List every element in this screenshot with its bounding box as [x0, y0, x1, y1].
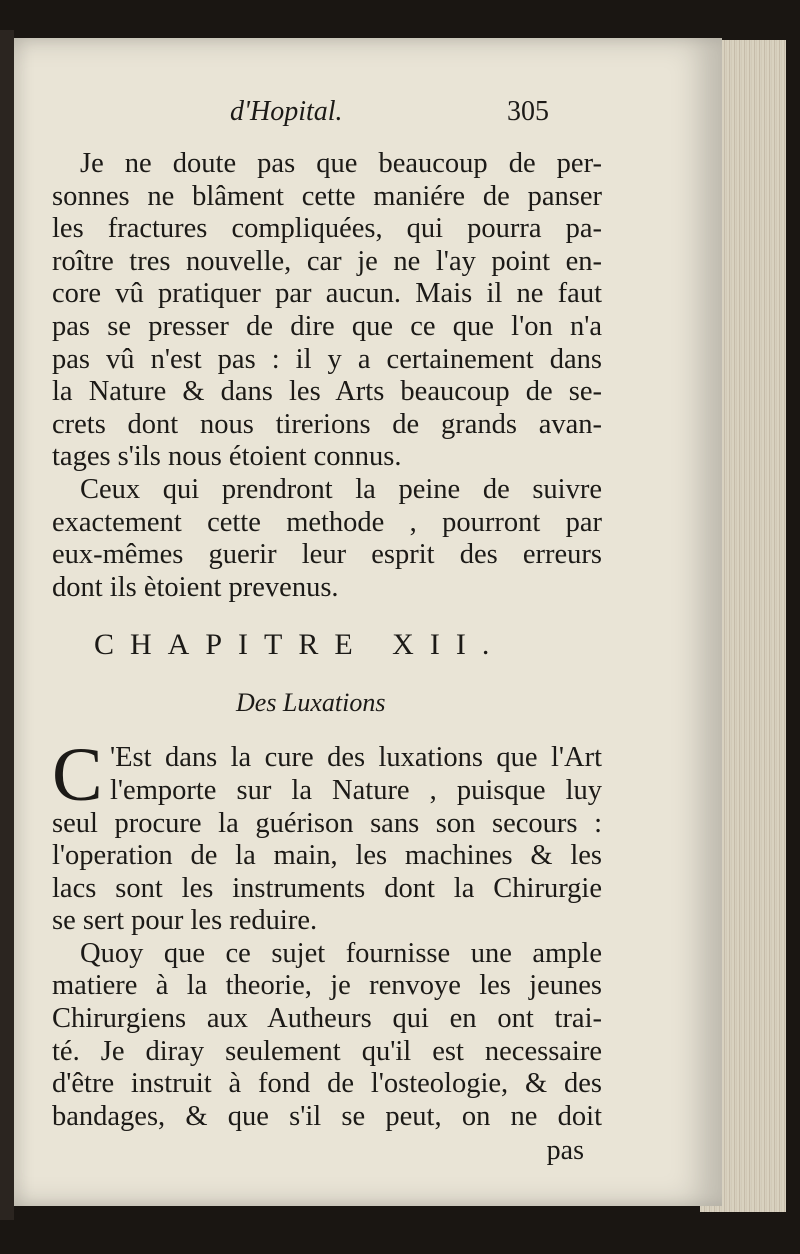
text-line: 'Est dans la cure des luxations que l'Art: [110, 742, 602, 774]
text-line: se sert pour les reduire.: [52, 905, 318, 937]
text-line: crets dont nous tirerions de grands avan-: [52, 408, 602, 440]
paragraph-2: [52, 474, 602, 604]
text-line: les fractures compliquées, qui pourra pa-: [52, 213, 602, 245]
page-number: 305: [507, 96, 549, 127]
text-line: l'operation de la main, les machines & les: [52, 840, 602, 872]
text-line: lacs sont les instruments dont la Chirurgie: [52, 872, 602, 904]
text-line: Je ne doute pas que beaucoup de per-: [80, 148, 602, 179]
text-line: Quoy que ce sujet fournisse une ample: [80, 937, 602, 969]
running-head: [52, 96, 602, 148]
text-line: sonnes ne blâment cette maniére de panser: [52, 180, 602, 212]
text-line: té. Je diray seulement qu'il est necessaire: [52, 1035, 602, 1067]
catchword: pas: [546, 1135, 584, 1167]
chapter-heading: CHAPITRE XII.: [94, 628, 506, 662]
text-line: seul procure la guérison sans son secours :: [52, 807, 602, 839]
page-text-block: [52, 96, 602, 1167]
text-line: roître tres nouvelle, car je ne l'ay point en-: [52, 245, 602, 277]
text-line: core vû pratiquer par aucun. Mais il ne faut: [52, 278, 602, 310]
text-line: la Nature & dans les Arts beaucoup de se-: [52, 376, 602, 408]
text-line: pas se presser de dire que ce que l'on n'a: [52, 310, 602, 342]
paragraph-3: [52, 733, 602, 938]
text-line: d'être instruit à fond de l'osteologie, & des: [52, 1068, 602, 1100]
text-line: eux-mêmes guerir leur esprit des erreurs: [52, 539, 602, 571]
text-line: dont ils ètoient prevenus.: [52, 571, 339, 603]
text-line: tages s'ils nous étoient connus.: [52, 441, 402, 473]
text-line: Chirurgiens aux Autheurs qui en ont trai-: [52, 1003, 602, 1035]
chapter-subtitle: Des Luxations: [236, 688, 386, 718]
text-line: bandages, & que s'il se peut, on ne doit: [52, 1100, 602, 1132]
drop-cap: C: [52, 733, 103, 818]
text-line: pas vû n'est pas : il y a certainement dans: [52, 343, 602, 375]
text-line: l'emporte sur la Nature , puisque luy: [110, 774, 602, 806]
book-spine-edge: [0, 30, 14, 1220]
text-line: Ceux qui prendront la peine de suivre: [80, 473, 602, 505]
text-line: matiere à la theorie, je renvoye les jeunes: [52, 970, 602, 1002]
running-title: d'Hopital.: [230, 96, 343, 127]
paragraph-4: [52, 938, 602, 1134]
text-line: exactement cette methode , pourront par: [52, 506, 602, 538]
paragraph-1: [52, 148, 602, 474]
